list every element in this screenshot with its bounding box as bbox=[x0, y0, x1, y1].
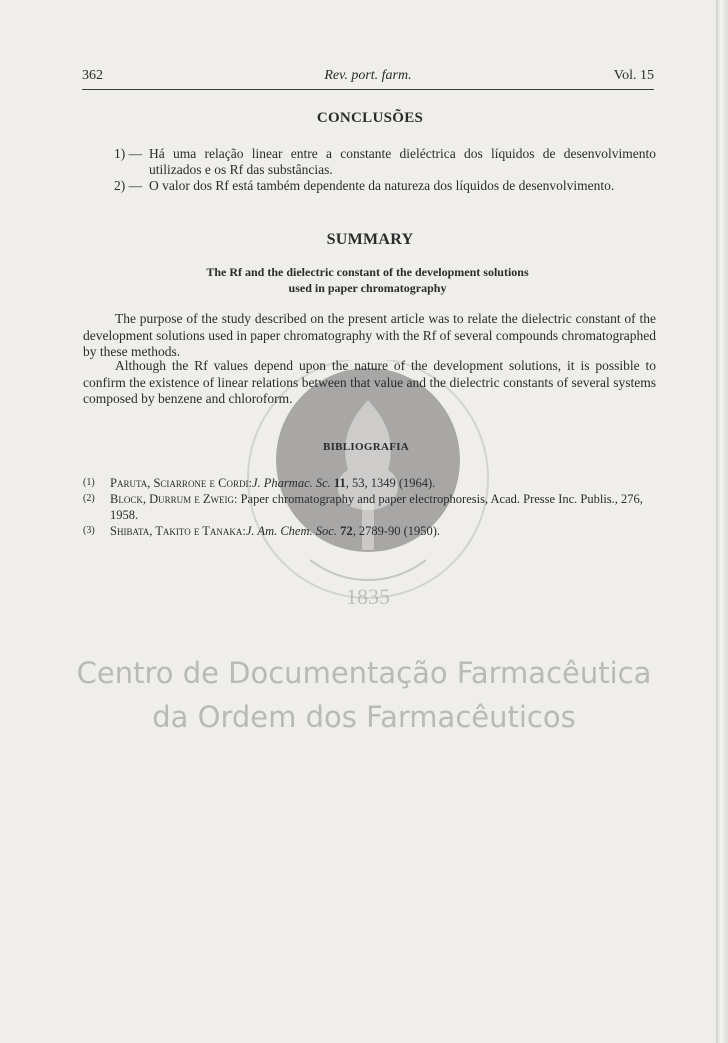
watermark-text: Centro de Documentação Farmacêutica bbox=[76, 656, 652, 690]
reference-volume: 11 bbox=[333, 476, 346, 490]
reference-item bbox=[83, 523, 656, 539]
summary-paragraph: Although the Rf values depend upon the nature of the development solutions, it is possible to confirm the existence of linear relations between that value and the dielectric constants of several systems composed by benzene and chloroform. bbox=[83, 358, 656, 406]
summary-subtitle-line: used in paper chromatography bbox=[288, 281, 447, 295]
reference-marker: (1) bbox=[83, 477, 95, 488]
reference-details: Paper chromatography and paper electrophoresis, Acad. Presse Inc. Publis., 276, 1958. bbox=[110, 492, 643, 522]
conclusion-item bbox=[114, 178, 656, 194]
conclusions-heading: CONCLUSÕES bbox=[316, 110, 424, 126]
conclusion-text: O valor dos Rf está também dependente da natureza dos líquidos de desenvolvimento. bbox=[149, 178, 615, 193]
volume-label: Vol. 15 bbox=[613, 68, 654, 83]
page-edge bbox=[716, 0, 728, 1043]
reference-journal: J. Pharmac. Sc. bbox=[252, 476, 331, 490]
journal-title: Rev. port. farm. bbox=[324, 68, 412, 83]
summary-subtitle bbox=[90, 264, 645, 296]
page-number: 362 bbox=[82, 68, 103, 83]
reference-item bbox=[83, 475, 656, 491]
summary-paragraph: The purpose of the study described on the present article was to relate the dielectric constant of the development solutions used in paper chromatography with the Rf of several compounds chromatographed by these methods. bbox=[83, 311, 656, 359]
reference-marker: (2) bbox=[83, 493, 95, 504]
conclusion-label: 2) — bbox=[114, 178, 143, 193]
reference-authors: Shibata, Takito e Tanaka: bbox=[110, 524, 246, 538]
seal-year: 1835 bbox=[346, 584, 390, 609]
reference-marker: (3) bbox=[83, 525, 95, 536]
reference-authors: Paruta, Sciarrone e Cordi: bbox=[110, 476, 252, 490]
reference-details: , 2789-90 (1950). bbox=[352, 524, 441, 538]
summary-heading: SUMMARY bbox=[326, 231, 414, 248]
running-header bbox=[82, 66, 654, 88]
conclusion-text: Há uma relação linear entre a constante dieléctrica dos líquidos de desenvolvimento utilizados e os Rf das substâncias. bbox=[149, 146, 656, 177]
reference-item bbox=[83, 491, 656, 523]
reference-volume: 72 bbox=[340, 524, 353, 538]
conclusion-label: 1) — bbox=[114, 146, 143, 161]
bibliography-heading: BIBLIOGRAFIA bbox=[322, 441, 410, 453]
reference-journal: J. Am. Chem. Soc. bbox=[245, 524, 337, 538]
reference-details: , 53, 1349 (1964). bbox=[345, 476, 436, 490]
header-rule bbox=[82, 89, 654, 90]
conclusion-item bbox=[114, 146, 656, 178]
reference-authors: Block, Durrum e Zweig: bbox=[110, 492, 238, 506]
summary-subtitle-line: The Rf and the dielectric constant of the development solutions bbox=[206, 265, 529, 279]
watermark-text: da Ordem dos Farmacêuticos bbox=[152, 700, 576, 734]
